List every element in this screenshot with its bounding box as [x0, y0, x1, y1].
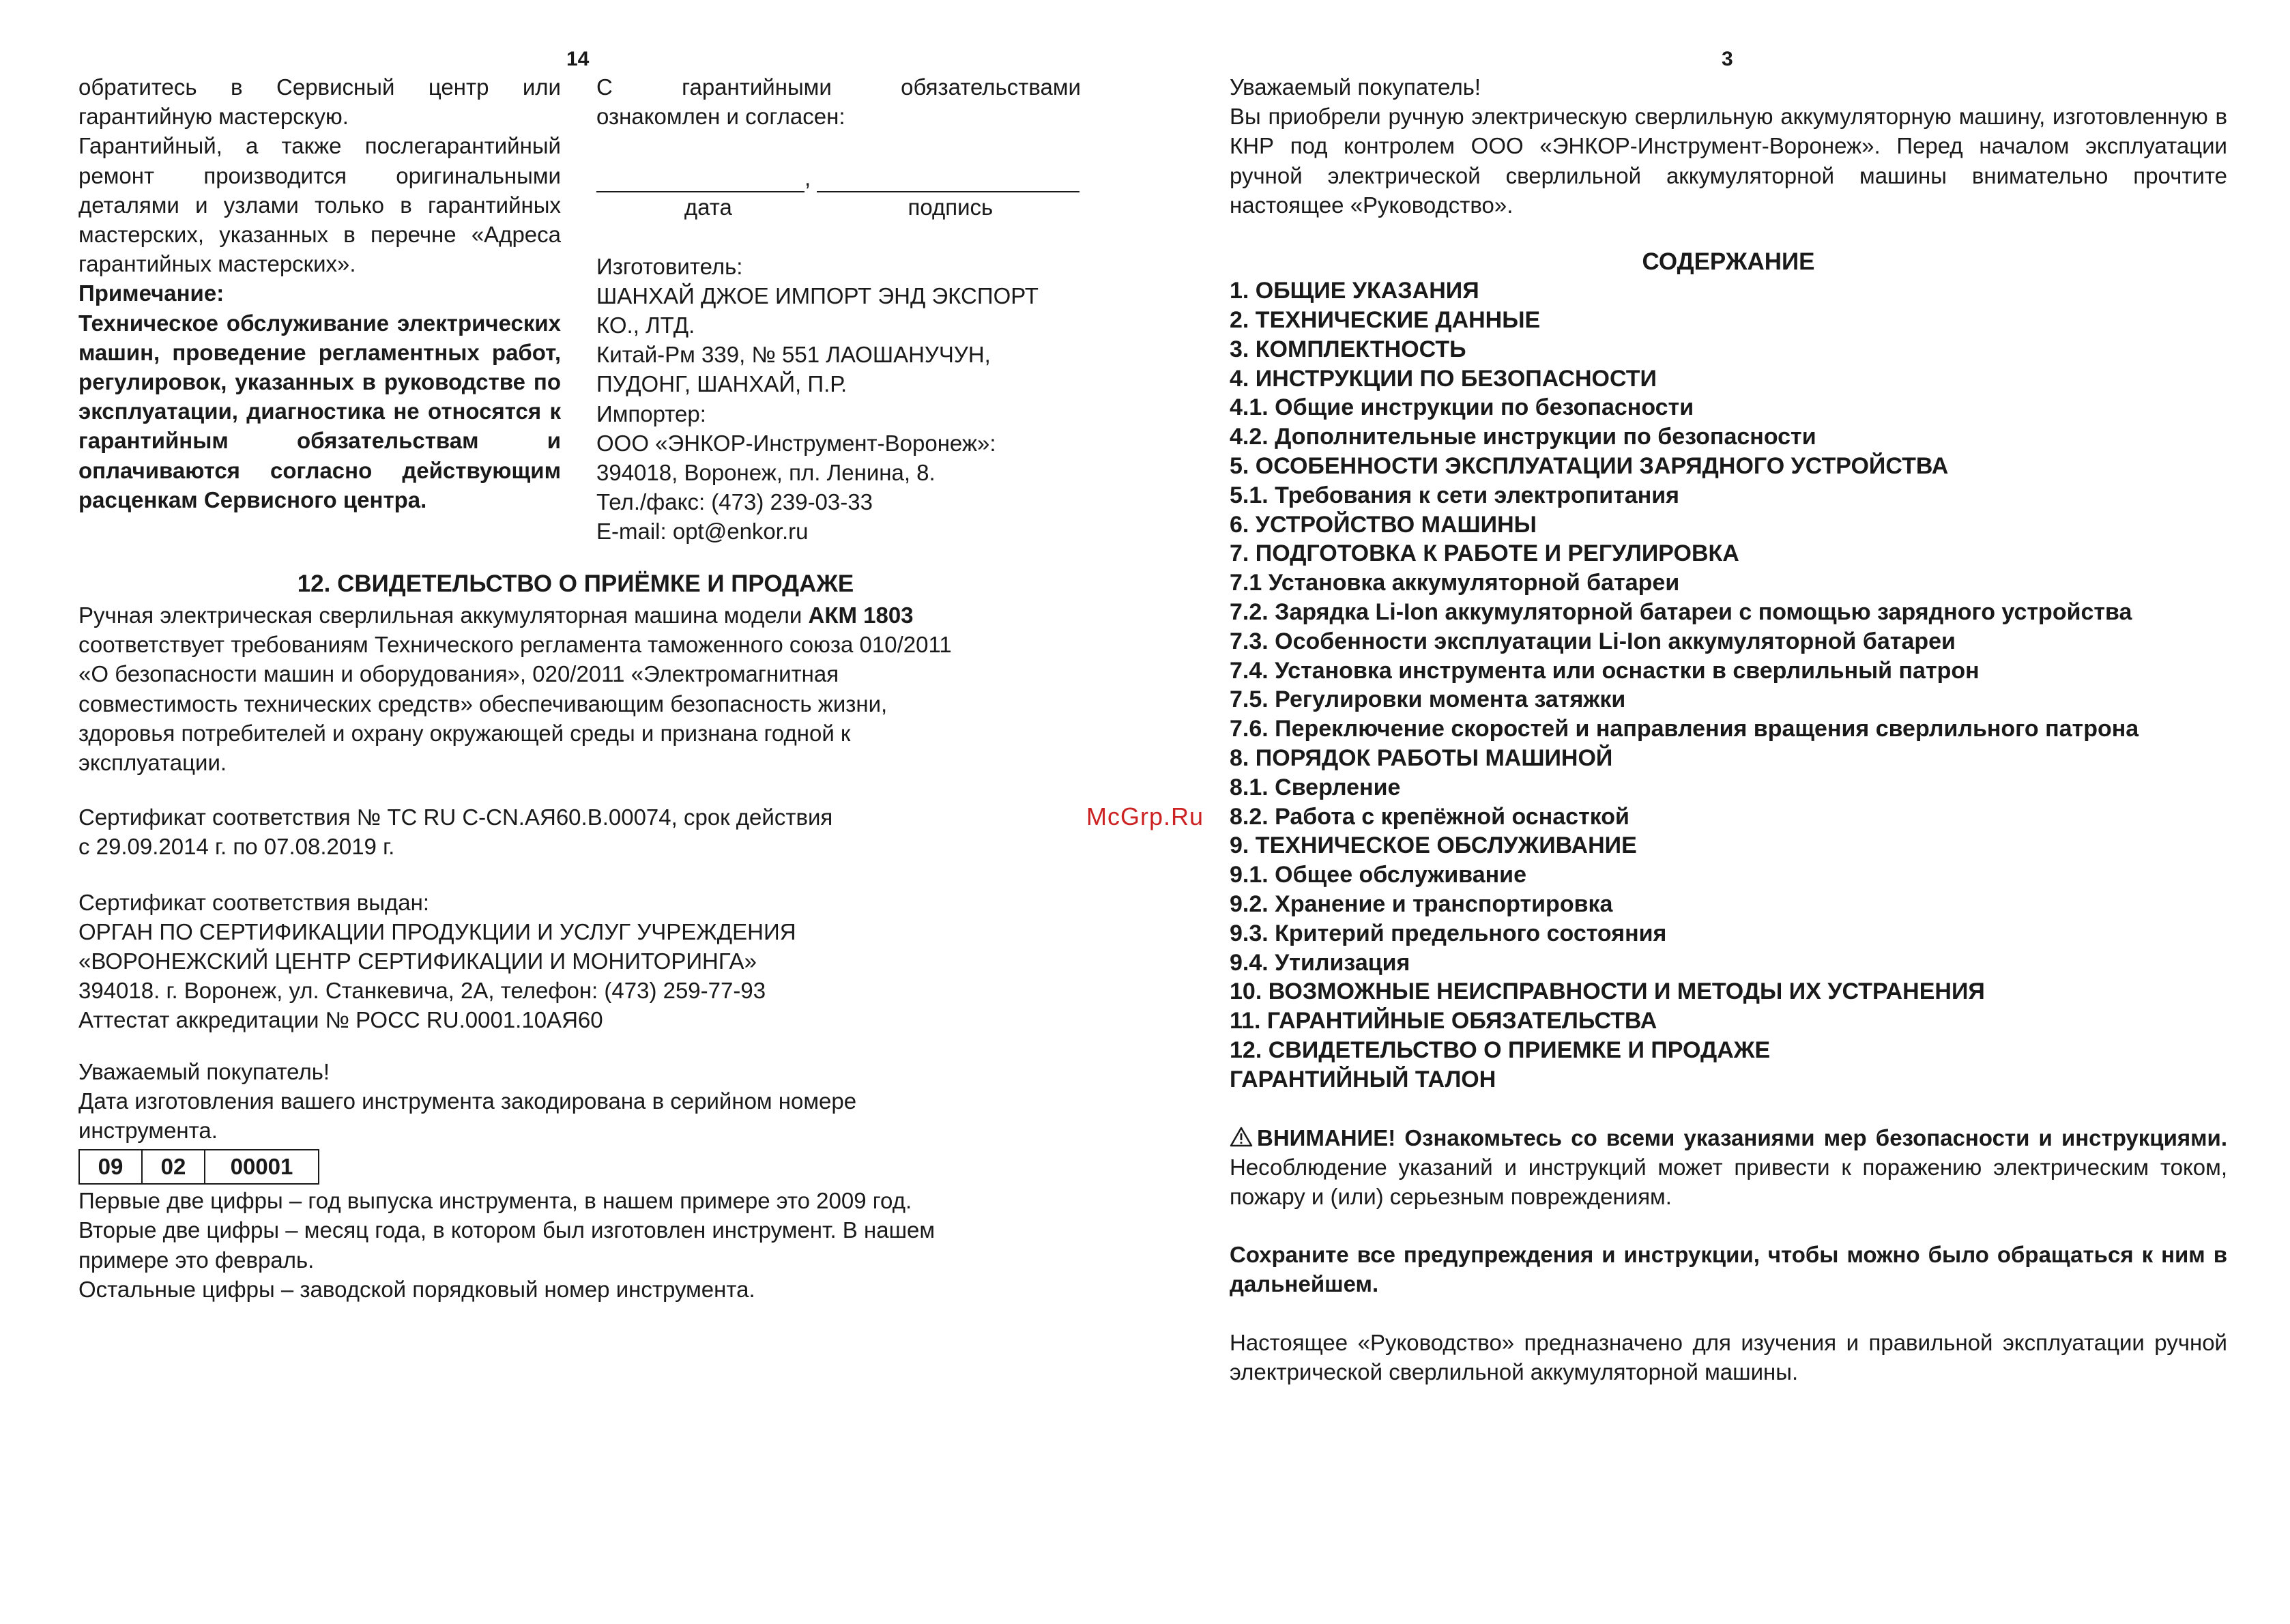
warranty-column: [78, 72, 561, 514]
importer-name: ООО «ЭНКОР-Инструмент-Воронеж»:: [596, 430, 996, 456]
watermark: McGrp.Ru: [1086, 802, 1204, 830]
model-name: АКМ 1803: [808, 603, 914, 628]
warning-paragraph: [1230, 1123, 2227, 1212]
line: ОРГАН ПО СЕРТИФИКАЦИИ ПРОДУКЦИИ И УСЛУГ УЧРЕЖДЕНИЯ: [78, 918, 796, 944]
toc-item: 10. ВОЗМОЖНЫЕ НЕИСПРАВНОСТИ И МЕТОДЫ ИХ УСТРАНЕНИЯ: [1230, 978, 1985, 1005]
serial-number-example: [78, 1149, 1082, 1185]
importer-label: Импортер:: [596, 401, 706, 426]
toc-item: 6. УСТРОЙСТВО МАШИНЫ: [1230, 511, 1537, 538]
toc-item: 7.4. Установка инструмента или оснастки в сверлильный патрон: [1230, 657, 1980, 684]
toc-item: 9. ТЕХНИЧЕСКОЕ ОБСЛУЖИВАНИЕ: [1230, 832, 1637, 859]
toc-item: 8. ПОРЯДОК РАБОТЫ МАШИНОЙ: [1230, 744, 1613, 771]
importer-address: 394018, Воронеж, пл. Ленина, 8.: [596, 460, 936, 486]
toc-item: 5. ОСОБЕННОСТИ ЭКСПЛУАТАЦИИ ЗАРЯДНОГО УСТРОЙСТВА: [1230, 453, 1949, 479]
line: Сертификат соответствия выдан:: [78, 889, 430, 915]
manufacturer-address: Китай-Рм 339, № 551 ЛАОШАНУЧУН, ПУДОНГ, ШАНХАЙ, П.Р.: [596, 342, 991, 397]
toc-item: 4.1. Общие инструкции по безопасности: [1230, 394, 1694, 421]
signature-lines: [596, 145, 1081, 192]
line: Сертификат соответствия № ТС RU С-CN.АЯ60.В.00074, срок действия: [78, 804, 833, 830]
signature-label: подпись: [908, 194, 994, 220]
manufacturer-name: ШАНХАЙ ДЖОЕ ИМПОРТ ЭНД ЭКСПОРТ КО., ЛТД.: [596, 282, 1039, 338]
warning-triangle-icon: [1230, 1125, 1253, 1145]
toc-item: 11. ГАРАНТИЙНЫЕ ОБЯЗАТЕЛЬСТВА: [1230, 1008, 1657, 1034]
toc-item: 2. ТЕХНИЧЕСКИЕ ДАННЫЕ: [1230, 307, 1541, 334]
page-number-right: 3: [1722, 48, 1733, 70]
toc-item: 1. ОБЩИЕ УКАЗАНИЯ: [1230, 278, 1479, 304]
intro-paragraph: Вы приобрели ручную электрическую сверлильную аккумуляторную машину, изготовленную в КНР под контролем ООО «ЭНКОР-Инструмент-Воронеж». Перед началом эксплуатации ручной электрической сверлильной аккумуляторной машины внимательно прочтите настоящее «Руководство».: [1230, 104, 2227, 218]
toc-item: 12. СВИДЕТЕЛЬСТВО О ПРИЕМКЕ И ПРОДАЖЕ: [1230, 1036, 1771, 1063]
toc-item: 9.4. Утилизация: [1230, 949, 1410, 976]
paragraph: обратитесь в Сервисный центр или гарантийную мастерскую.: [78, 74, 561, 130]
toc-item: 4.2. Дополнительные инструкции по безопасности: [1230, 424, 1816, 450]
note-heading: Примечание:: [78, 280, 224, 306]
line: Дата изготовления вашего инструмента закодирована в серийном номере: [78, 1088, 857, 1114]
serial-month: 02: [143, 1149, 205, 1185]
keep-instructions: Сохраните все предупреждения и инструкции, чтобы можно было обращаться к ним в дальнейшем.: [1230, 1242, 2227, 1297]
toc-item: 9.1. Общее обслуживание: [1230, 862, 1526, 888]
toc-item: 9.2. Хранение и транспортировка: [1230, 890, 1613, 917]
serial-number: 00001: [205, 1149, 319, 1185]
line: эксплуатации.: [78, 750, 227, 776]
toc-item: ГАРАНТИЙНЫЙ ТАЛОН: [1230, 1066, 1496, 1092]
line: соответствует требованиям Технического регламента таможенного союза 010/2011: [78, 632, 952, 658]
date-label: дата: [684, 194, 732, 220]
toc-item: 4. ИНСТРУКЦИИ ПО БЕЗОПАСНОСТИ: [1230, 365, 1657, 392]
toc-item: 7.1 Установка аккумуляторной батареи: [1230, 570, 1680, 596]
warning-heading: ВНИМАНИЕ! Ознакомьтесь со всеми указаниями мер безопасности и инструкциями.: [1257, 1125, 2227, 1150]
line: Аттестат аккредитации № РОСС RU.0001.10АЯ60: [78, 1007, 603, 1033]
line: Остальные цифры – заводской порядковый номер инструмента.: [78, 1276, 755, 1302]
purpose-paragraph: Настоящее «Руководство» предназначено для изучения и правильной эксплуатации ручной электрической сверлильной аккумуляторной машины.: [1230, 1329, 2227, 1384]
line: «ВОРОНЕЖСКИЙ ЦЕНТР СЕРТИФИКАЦИИ И МОНИТОРИНГА»: [78, 948, 757, 974]
toc-item: 9.3. Критерий предельного состояния: [1230, 920, 1667, 946]
section-12-title: 12. СВИДЕТЕЛЬСТВО О ПРИЁМКЕ И ПРОДАЖЕ: [297, 570, 854, 597]
line: инструмента.: [78, 1118, 218, 1144]
acceptance-section: [78, 600, 1082, 1304]
dear-customer: Уважаемый покупатель!: [78, 1058, 330, 1084]
line: примере это февраль.: [78, 1247, 315, 1273]
table-of-contents: [1230, 276, 2227, 1094]
line: «О безопасности машин и оборудования», 020/2011 «Электромагнитная: [78, 661, 839, 687]
toc-title: СОДЕРЖАНИЕ: [1642, 248, 1815, 276]
paragraph: Гарантийный, а также послегарантийный ремонт производится оригинальными деталями и узлами только в гарантийных мастерских, указанных в перечне «Адреса гарантийных мастерских».: [78, 133, 561, 277]
serial-year: 09: [78, 1149, 143, 1185]
line: с 29.09.2014 г. по 07.08.2019 г.: [78, 834, 395, 860]
importer-email: E-mail: opt@enkor.ru: [596, 519, 809, 545]
line: 394018. г. Воронеж, ул. Станкевича, 2А, телефон: (473) 259-77-93: [78, 978, 766, 1004]
toc-item: 7.5. Регулировки момента затяжки: [1230, 686, 1626, 713]
toc-item: 8.2. Работа с крепёжной оснасткой: [1230, 803, 1629, 830]
importer-phone: Тел./факс: (473) 239-03-33: [596, 489, 873, 515]
model-line: Ручная электрическая сверлильная аккумуляторная машина модели АКМ 1803: [78, 603, 914, 628]
greeting: Уважаемый покупатель!: [1230, 74, 1481, 100]
line: здоровья потребителей и охрану окружающей среды и признана годной к: [78, 720, 851, 746]
warning-text: Несоблюдение указаний и инструкций может привести к поражению электрическим током, пожару и (или) серьезным повреждениям.: [1230, 1154, 2227, 1209]
manufacturer-column: [596, 72, 1081, 547]
toc-item: 7.6. Переключение скоростей и направления вращения сверлильного патрона: [1230, 716, 2139, 742]
toc-item: 7. ПОДГОТОВКА К РАБОТЕ И РЕГУЛИРОВКА: [1230, 540, 1739, 567]
separator: ,: [805, 165, 811, 191]
manufacturer-label: Изготовитель:: [596, 253, 743, 279]
signature-labels: [596, 192, 1081, 222]
line: совместимость технических средств» обеспечивающим безопасность жизни,: [78, 691, 888, 716]
line: Первые две цифры – год выпуска инструмента, в нашем примере это 2009 год.: [78, 1188, 912, 1214]
agreement-text: С гарантийными обязательствами ознакомлен и согласен:: [596, 74, 1081, 130]
page-number-left: 14: [566, 48, 590, 70]
toc-item: 7.3. Особенности эксплуатации Li-Ion аккумуляторной батареи: [1230, 628, 1956, 654]
toc-item: 5.1. Требования к сети электропитания: [1230, 482, 1680, 508]
intro-column: [1230, 72, 2227, 1387]
toc-item: 7.2. Зарядка Li-Ion аккумуляторной батареи с помощью зарядного устройства: [1230, 598, 2132, 625]
line: Вторые две цифры – месяц года, в котором был изготовлен инструмент. В нашем: [78, 1217, 936, 1243]
toc-item: 3. КОМПЛЕКТНОСТЬ: [1230, 336, 1466, 362]
toc-item: 8.1. Сверление: [1230, 774, 1401, 800]
note-text: Техническое обслуживание электрических машин, проведение регламентных работ, регулировок, указанных в руководстве по эксплуатации, диагностика не относятся к гарантийным обязательствам и оплачиваются согласно действующим расценкам Сервисного центра.: [78, 310, 561, 512]
